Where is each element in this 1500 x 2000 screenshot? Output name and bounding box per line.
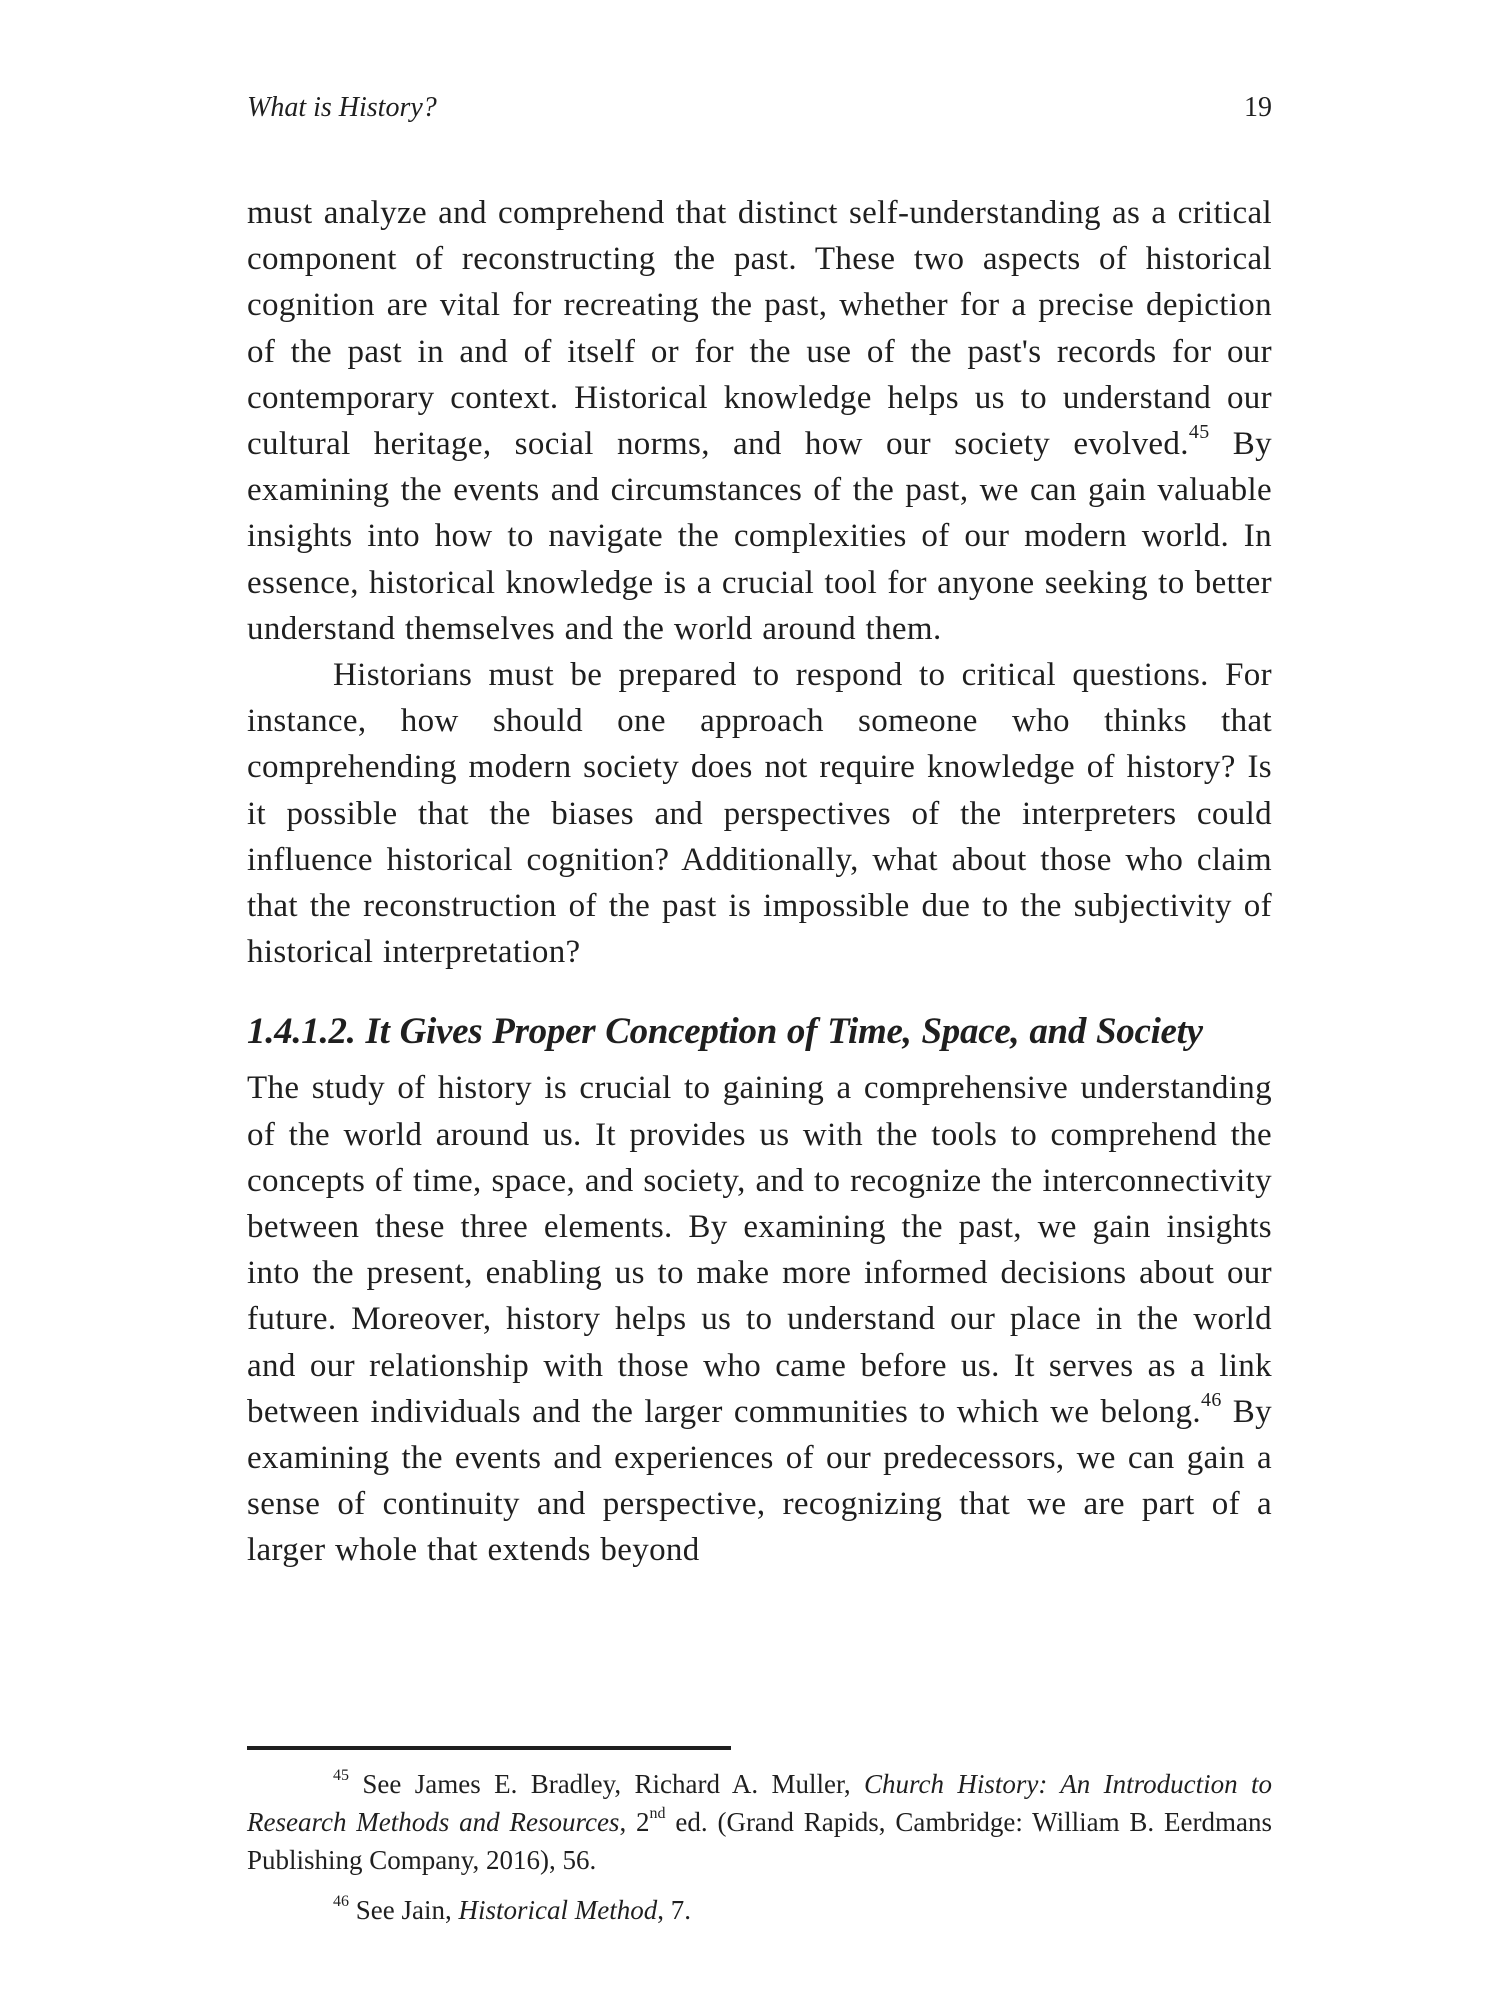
paragraph-3-text-a: The study of history is crucial to gaining a comprehensive understanding of the world around us. It provides us with the tools to comprehend the concepts of time, space, and society, and to recognize the interconnectivity between these three elements. By examining the past, we gain insights into the present, enabling us to make more informed decisions about our future. Moreover, history helps us to understand our place in the world and our relationship with those who came before us. It serves as a link between individuals and the larger communities to which we belong. xyxy=(247,1070,1272,1430)
page-number: 19 xyxy=(1244,92,1272,123)
footnote-45-mid: , 2 xyxy=(619,1807,650,1837)
running-head-title: What is History? xyxy=(247,92,437,123)
footnote-ref-45[interactable]: 45 xyxy=(1188,421,1210,444)
footnotes xyxy=(247,1765,1272,1941)
footnote-46-marker: 46 xyxy=(333,1893,349,1910)
paragraph-3-text-b: By examining the events and experiences of our predecessors, we can gain a sense of continuity and perspective, recognizing that we are part of a larger whole that extends beyond xyxy=(247,1393,1273,1569)
footnote-45 xyxy=(247,1765,1272,1879)
paragraph-1-text-b: By examining the events and circumstances of the past, we can gain valuable insights into how to navigate the complexities of our modern world. In essence, historical knowledge is a crucial tool for anyone seeking to better understand themselves and the world around them. xyxy=(247,426,1272,647)
paragraph-2: Historians must be prepared to respond to critical questions. For instance, how should one approach someone who thinks that comprehending modern society does not require knowledge of history? Is it possible that the biases and perspectives of the interpreters could influence historical cognition? Additionally, what about those who claim that the reconstruction of the past is impossible due to the subjectivity of historical interpretation? xyxy=(247,657,1272,971)
footnote-45-pre: See James E. Bradley, Richard A. Muller, xyxy=(349,1769,865,1799)
paragraph-1 xyxy=(247,190,1272,652)
paragraph-1-text-a: must analyze and comprehend that distinct self-understanding as a critical component of reconstructing the past. These two aspects of historical cognition are vital for recreating the past, whether for a precise depiction of the past in and of itself or for the use of the past's records for our contemporary context. Historical knowledge helps us to understand our cultural heritage, social norms, and how our society evolved. xyxy=(247,195,1272,463)
footnote-46-pre: See Jain, xyxy=(349,1895,459,1925)
footnote-45-post: ed. (Grand Rapids, Cambridge: William B. Eerdmans Publishing Company, 2016), 56. xyxy=(247,1807,1272,1875)
body-text xyxy=(247,190,1272,1574)
paragraph-3 xyxy=(247,1065,1272,1573)
footnote-45-marker: 45 xyxy=(333,1767,349,1784)
footnote-46-post: , 7. xyxy=(657,1895,691,1925)
running-head xyxy=(247,92,1272,132)
footnote-ref-46[interactable]: 46 xyxy=(1201,1388,1222,1411)
section-heading: 1.4.1.2. It Gives Proper Conception of Time, Space, and Society xyxy=(247,1011,1203,1053)
footnote-46 xyxy=(247,1891,1272,1929)
footnote-45-title: Church History: An Introduction to Research Methods and Resources xyxy=(247,1769,1272,1837)
footnote-divider xyxy=(247,1746,731,1750)
footnote-45-ordinal: nd xyxy=(649,1805,666,1822)
footnote-46-title: Historical Method xyxy=(458,1895,658,1925)
